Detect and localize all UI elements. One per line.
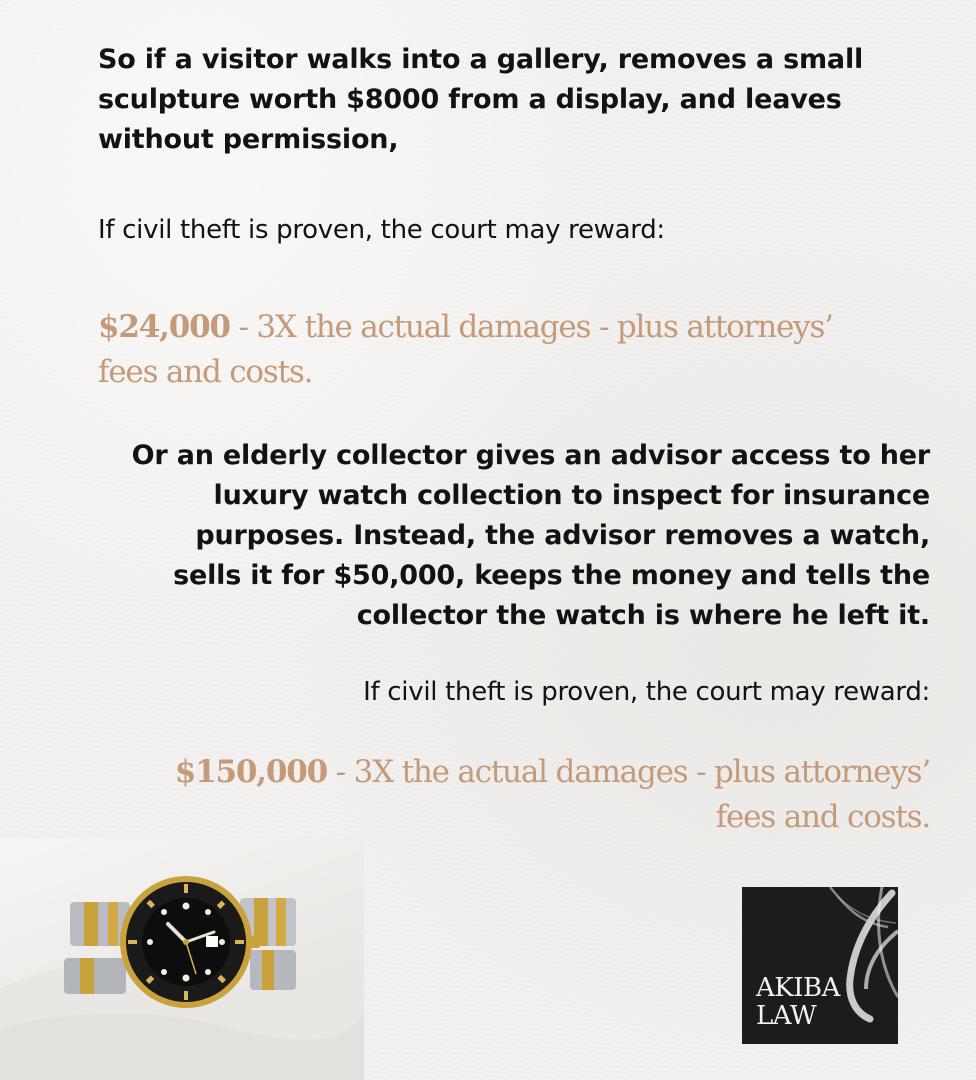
logo-line-akiba: AKIBA xyxy=(756,973,840,1003)
akiba-law-logo xyxy=(742,887,898,1044)
watch-illustration xyxy=(0,838,364,1080)
case2-reward-amount xyxy=(170,750,930,840)
case2-reward-label: If civil theft is proven, the court may reward: xyxy=(363,677,930,707)
case2-amount-detail: - 3X the actual damages - plus attorneys’ fees and costs. xyxy=(326,754,930,835)
logo-line-law: LAW xyxy=(756,1001,817,1031)
watch-photo xyxy=(0,838,364,1080)
case2-paragraph: Or an elderly collector gives an advisor access to her luxury watch collection to inspect for insurance purposes. Instead, the advisor removes a watch, sells it for $50,000, keeps the money and tells the collector the watch is where he left it. xyxy=(131,440,930,631)
case1-reward-amount xyxy=(98,305,858,395)
case1-amount-detail: - 3X the actual damages - plus attorneys’ fees and costs. xyxy=(98,309,833,390)
case1-reward-label: If civil theft is proven, the court may reward: xyxy=(98,215,665,245)
logo-wordmark xyxy=(756,974,840,1030)
case2-amount: $150,000 xyxy=(174,754,327,790)
intro-paragraph: So if a visitor walks into a gallery, removes a small sculpture worth $8000 from a display, and leaves without permission, xyxy=(98,44,864,155)
case1-amount: $24,000 xyxy=(98,309,230,345)
